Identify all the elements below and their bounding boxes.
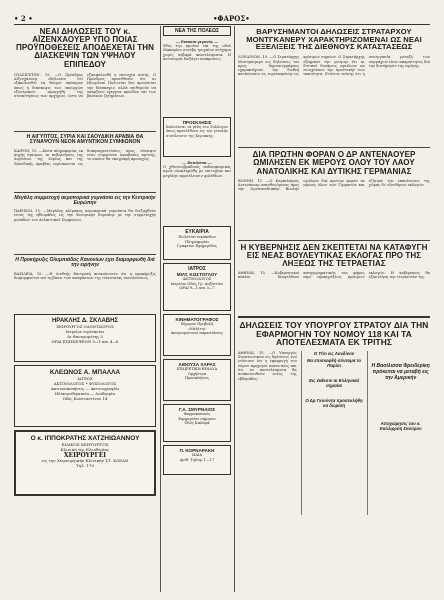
left-subheadline-3: Μεγάλη συμμετοχή αεροπορικά γυμνάσια εις την Κεντρικήν Ευρώπην — [14, 192, 156, 207]
left-headline: ΝΕΑΙ ΔΗΛΩΣΕΙΣ ΤΟΥ κ. ΑΪΖΕΝΧΑΟΥΕΡ ΥΠΟ ΠΟΙΑΣ ΠΡΟΫΠΟΘΕΣΕΙΣ ΑΠΟΔΕΧΕΤΑΙ ΤΗΝ ΔΙΑΣΚΕΨΙΝ ΤΩΝ ΥΨΗΛΟΥ ΕΠΙΠΕΔΟΥ — [15, 27, 155, 69]
column-divider — [234, 26, 235, 592]
ad-line: Προσκλήσεις — [184, 376, 210, 381]
ad-chatzioannou-title: Ο κ. ΙΠΠΟΚΡΑΤΗΣ ΧΑΤΖΗΙΩΑΝΝΟΥ — [30, 434, 140, 442]
ad-cinema-title: ΚΙΝΗΜΑΤΟΓΡΑΦΟΣ — [175, 317, 219, 322]
mini-headline-4: Η Βασίλισσα Φρειδερίκη πρόκειται να μεταβή εις την Αμερικήν — [371, 362, 430, 381]
mini-headline-1: Ο Τίτο εις Λονδίνον — [313, 350, 355, 356]
ad-line: ΕΞΑΙΡΕΤΙΚΗ ΒΡΑΔΥΑ — [176, 367, 218, 371]
left-article-4: ΒΑΣΙΛΕΙΑ, 15. —Η Διεθνής Επιτροπή ανεκοίνωσεν ότι η προκήρυξις διαμορφούται επί τη βάσει των αποφάσεων της τελευταίας συνελεύσεως. — [14, 271, 156, 280]
city-news-item2: Ο χθεσινοβραδινός ποδοσφαιρικός αγών ολοκληρώθη με επιτυχίαν και μεγάλην προσέλευσιν φιλάθλων. — [163, 165, 231, 178]
masthead — [14, 12, 430, 25]
city-news-item2-title: — Εκτελείται — — [182, 160, 212, 165]
ad-midwife — [163, 445, 231, 475]
ad-line: Ιατρείον Οδός Γρ. Αυξεντίου — [170, 281, 224, 286]
ad-line: Ορχήστρα — [187, 371, 207, 376]
mini-headline-3: Εις έκθεσιν αι Ελληνικαί σημαίαι — [308, 377, 360, 388]
left-article-2: ΚΑΪΡΟΝ, 15. —Κατά πληροφορίας εκ πηγής έγκυρου, αι κυβερνήσεις της Αιγύπτου, της Συρίας και της Σαουδικής Αραβίας ευρίσκονται εις διαπραγματεύσεις προς σύναψιν νέου συμφώνου αμοιβαίας αμύνης, το οποίον θα υπογραφή προσεχώς. — [14, 148, 156, 166]
left-article-1: ΟΥΑΣΙΓΚΤΩΝ, 15. —Ο Πρόεδρος Αϊζενχάουερ εδήλωσεν ότι εξακολουθεί να θεωρεί σκόπιμον όπως η διάσκεψις των υπουργών εξωτερικών προηγηθή της συναντήσεως των αρχηγών, ώστε να εξασφαλισθή η επιτυχία αυτής. Ο Πρόεδρος προσέθεσεν ότι αι Ηνωμέναι Πολιτείαι δεν αρνούνται την διάσκεψιν, αλλά επιθυμούν να υπάρξουν εχέγγυα προόδου επί των βασικών ζητημάτων. — [14, 72, 156, 99]
left-subheadline-2: Η ΑΙΓΥΠΤΟΣ, ΣΥΡΙΑ ΚΑΙ ΣΑΟΥΔΙΚΗ ΑΡΑΒΙΑ ΘΑ ΣΥΝΑΨΟΥΝ ΝΕΟΝ ΑΜΥΝΤΙΚΟΝ ΣΥΜΦΩΝΟΝ — [14, 131, 156, 146]
mini-headline-5: Ο Δρ Γκιούντα προσεκλήθη να δωρίση — [305, 397, 363, 408]
right-column — [238, 26, 430, 592]
left-article-3: ΠΑΡΙΣΙΟΙ, 15. —Μεγάλης κλίμακος αεροπορικά γυμνάσια θα διεξαχθούν εντός της εβδομάδος εις την Κεντρικήν Ευρώπην με την συμμετοχήν μονάδων του Ατλαντικού Συμφώνου. — [14, 209, 156, 222]
ad-line: Πληροφορίαι — [185, 239, 209, 244]
notice-title: ΠΡΟΣΚΛΗΣΙΣ — [182, 120, 212, 125]
ad-line: Αι-Φανερωμένης 5 — [67, 333, 103, 339]
ad-line: Εφημερεύει σήμερον — [178, 416, 216, 421]
ad-eukairia-title: ΕΥΚΑΙΡΙΑ — [185, 229, 209, 235]
ad-pharmacy-title: Γ.Α. ΣΜΥΡΝΑΙΟΣ — [178, 407, 216, 412]
right-article-3: ΑΘΗΝΑΙ, 15. —Κυβερνητικοί κύκλοι διαψεύδουν κατηγορηματικώς τας φήμας περί προκηρύξεως πρόωρων εκλογών. Η κυβέρνησις θα εξαντλήση την τετραετίαν της. — [238, 271, 430, 280]
ad-midwife-title: Π. ΚΟΡΝΑΡΑΚΗ — [179, 448, 215, 453]
right-subheadline-4: ΔΗΛΩΣΕΙΣ ΤΟΥ ΥΠΟΥΡΓΟΥ ΣΤΡΑΤΟΥ ΔΙΑ ΤΗΝ ΕΦΑΡΜΟΓΗΝ ΤΟΥ ΝΟΜΟΥ 118 ΚΑΙ ΤΑ ΑΠΟΤΕΛΕΣΜΑΤΑ ΕΚ ΤΡΙΤΗΣ — [238, 316, 430, 347]
ad-line: Οδός Καλαμά — [184, 421, 210, 426]
ad-line: Πωλείται οικόπεδον — [178, 235, 216, 239]
ad-line: Αριθ. Τηλεφ. 1—17 — [179, 457, 215, 462]
ad-hall-title: ΑΙΘΟΥΣΑ ΧΑΡΑΣ — [178, 362, 216, 367]
ad-line: ΧΕΙΡΟΥΡΓΕΙ — [63, 451, 107, 459]
ad-sklavis-title: ΗΡΑΚΛΗΣ Δ. ΣΚΛΑΒΗΣ — [51, 317, 119, 324]
ad-line: ΧΕΙΡΟΥΡΓΟΣ ΟΔΟΝΤΙΑΤΡΟΣ — [56, 323, 114, 329]
ad-line: Γραφείον Εφημερίδος — [177, 244, 217, 249]
right-headline: ΒΑΡΥΣΗΜΑΝΤΟΙ ΔΗΛΩΣΕΙΣ ΣΤΡΑΤΑΡΧΟΥ ΜΟΝΤΓΚΑΝΕΡΥ ΧΑΡΑΚΤΗΡΙΖΟΜΕΝΑΙ ΩΣ ΝΕΑΙ ΕΞΕΛΙΞΕΙΣ ΤΗΣ ΔΙΕΘΝΟΥΣ ΚΑΤΑΣΤΑΣΕΩΣ — [246, 27, 422, 52]
column-divider — [160, 26, 161, 592]
ad-line: ΩΡΑΙ ΕΠΙΣΚΕΨΕΩΝ 9—1 και 4—8 — [51, 338, 119, 344]
right-subheadline-2: ΔΙΑ ΠΡΩΤΗΝ ΦΟΡΑΝ Ο ΔΡ ΑΝΤΕΝΑΟΥΕΡ ΩΜΙΛΗΣΕΝ ΕΚ ΜΕΡΟΥΣ ΟΛΟΥ ΤΟΥ ΛΑΟΥ ΑΝΑΤΟΛΙΚΗΣ ΚΑΙ ΔΥΤΙΚΗΣ ΓΕΡΜΑΝΙΑΣ — [238, 147, 430, 175]
ad-line: Ακτινοσκοπήσεις — Ακτινογραφίαι — [50, 385, 120, 391]
ad-line: Απογευματιναί παραστάσεις — [170, 331, 224, 336]
right-mini-column — [301, 351, 364, 515]
right-article-4: ΑΘΗΝΑΙ, 15. —Ο Υπουργός Στρατιωτικών εις δηλώσεις του ετόνισεν ότι η εφαρμογή του νόμου προχωρεί κανονικώς και ότι τα αποτελέσματα θα ανακοινωθούν εντός της εβδομάδος. — [238, 350, 297, 381]
right-article-1: ΛΟΝΔΙΝΟΝ, 15. —Ο Στρατάρχης Μοντγκόμερυ εις δηλώσεις του προς δημοσιογράφους εχαρακτήρισε την διεθνή κατάστασιν ως ευρισκομένην εις κρίσιμον σημείον. Ο Στρατάρχης εξέφρασε την γνώμην ότι αι δυτικαί δυνάμεις οφείλουν να ενισχύσουν την αμυντικήν των ικανότητα. Ετόνισε επίσης ότι η συνεργασία μεταξύ των συμμάχων είναι απαραίτητος διά την διατήρησιν της ειρήνης. — [238, 55, 430, 77]
ad-line: Ηλεκτροθεραπεία — Διαθερμία — [54, 390, 116, 396]
paper-name: •ΦΑΡΟΣ• — [212, 13, 250, 23]
ad-kostoglou — [163, 263, 231, 311]
ad-mpalla — [14, 365, 156, 427]
ad-kostoglou-title: ΙΑΤΡΟΣ — [188, 266, 206, 272]
ad-line: ΙΑΤΡΟΣ — [77, 375, 93, 381]
mini-headline-2: Θα επισκεφθή σύντομα το Παρίσι — [306, 357, 362, 368]
ad-line: «Μελίτη» — [188, 326, 206, 331]
ad-line: Κλινική της Ελευθερίας — [60, 447, 110, 453]
city-news-header: ΝΕΑ ΤΗΣ ΠΟΛΕΩΣ — [163, 26, 231, 36]
ad-line: Τηλ. 179 — [76, 463, 94, 469]
ad-eukairia — [163, 226, 231, 260]
right-article-2: ΒΟΝΝΗ, 15. —Ο Καγκελάριος Αντενάουερ απευθυνόμενος προς την Ομοσπονδιακήν Βουλήν ωμίλησε διά πρώτην φοράν εκ μέρους όλων των Γερμανών και εζήτησε την επανένωσιν της χώρας δι' ελευθέρων εκλογών. — [238, 178, 430, 192]
ad-line: ΜΑΙΑ — [191, 453, 203, 457]
middle-column — [163, 26, 231, 592]
ad-line: Οδός Κονσταντίνου 14 — [62, 395, 108, 401]
ad-line: Φαρμακοποιός — [183, 412, 211, 416]
right-subheadline-3: Η ΚΥΒΕΡΝΗΣΙΣ ΔΕΝ ΣΚΕΠΤΕΤΑΙ ΝΑ ΚΑΤΑΦΥΓΗ ΕΙΣ ΝΕΑΣ ΒΟΥΛΕΥΤΙΚΑΣ ΕΚΛΟΓΑΣ ΠΡΟ ΤΗΣ ΛΗΞΕΩΣ ΤΗΣ ΤΕΤΡΑΕΤΙΑΣ — [238, 240, 430, 268]
ad-line: ΕΙΔΙΚΟΣ ΧΕΙΡΟΥΡΓΟΣ — [61, 441, 109, 447]
city-news-item1-title: — Εκτακτο γεγονός — — [175, 39, 219, 44]
ad-chatzioannou — [14, 430, 156, 496]
notice-box — [163, 117, 231, 157]
ad-cinema — [163, 314, 231, 356]
left-subheadline-4: Η Προκήρυξις Ολυμπιάδος Κανονίων έχει διαμορφωθή διά την ειρήνην — [14, 254, 156, 269]
ad-pharmacy — [163, 404, 231, 442]
notice-body: Καλούνται τα μέλη του Συλλόγου όπως προσέλθουν εις την γενικήν συνέλευσιν της Κυριακής. — [166, 125, 228, 138]
ad-line: ΑΚΤΙΝΟΛΟΓΟΣ — [182, 277, 212, 281]
ad-kostoglou-name: ΜΙΛΤ. ΚΩΣΤΟΓΛΟΥ — [176, 272, 218, 277]
ad-mpalla-title: ΚΛΕΩΝΟΣ Α. ΜΠΑΛΛΑ — [49, 368, 121, 376]
mini-headline-6: Αποχώρησις του κ. Καλλιρρόη Σκούρου — [379, 420, 422, 431]
ad-line: ΑΚΤΙΝΟΛΟΓΟΣ • ΦΥΣΙΟΛΟΓΟΣ — [53, 380, 117, 386]
ad-hall — [163, 359, 231, 401]
page-number: • 2 • — [14, 13, 33, 23]
ad-sklavis — [14, 314, 156, 362]
ad-line: ΩΡΑΙ 9—1 και 3—7 — [179, 286, 215, 291]
left-column — [14, 26, 156, 592]
ad-line: εις την Χειρουργικήν Κλινικήν ΣΤ. ΚΛΕΑΝ — [41, 457, 129, 463]
right-mini-column-2 — [367, 351, 430, 515]
city-news-item1: Χθες την πρωίαν επί της οδού Μακαρίου συνέβη τροχαίον ατύχημα χωρίς σοβαρά αποτελέσματα. Η αστυνομία διεξάγει ανακρίσεις. — [163, 44, 231, 61]
right-lower-section — [238, 351, 430, 515]
ad-line: Σήμερον Προβολή — [180, 322, 214, 326]
ad-line: Ιατρείον ευρίσκεται — [65, 328, 105, 334]
